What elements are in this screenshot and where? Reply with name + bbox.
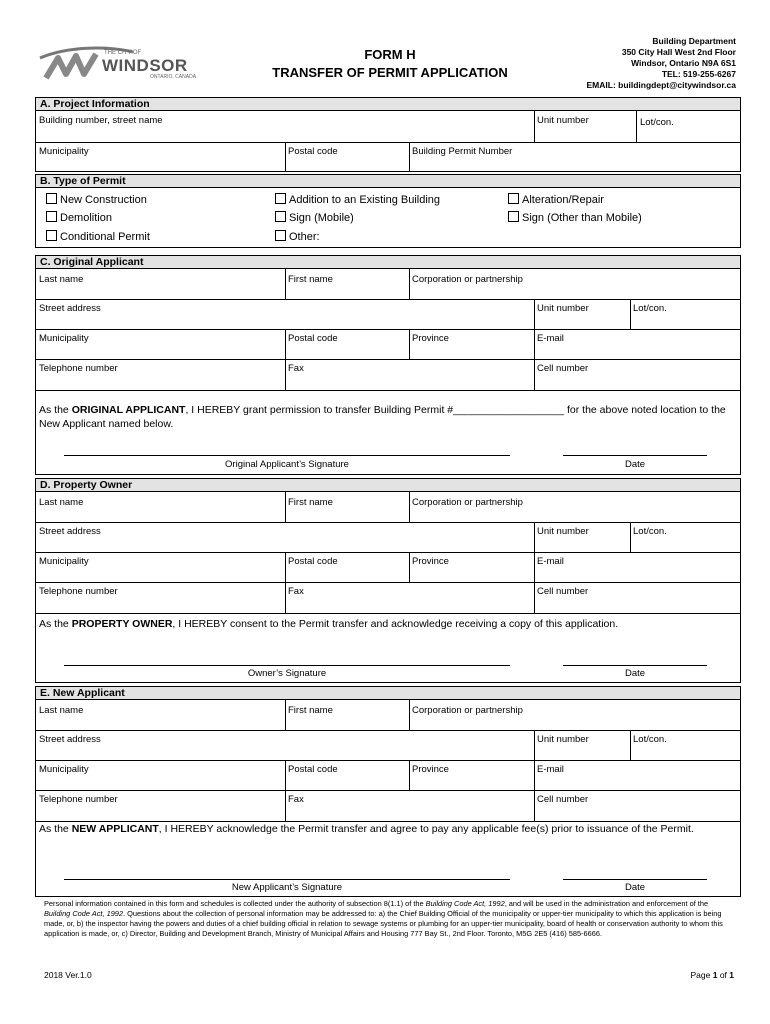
postal-field[interactable]: Postal code	[288, 556, 338, 567]
section-b-heading: B. Type of Permit	[35, 174, 741, 188]
unit-field[interactable]: Unit number	[537, 303, 589, 314]
fax-field[interactable]: Fax	[288, 363, 304, 374]
email-field[interactable]: E-mail	[537, 556, 564, 567]
email-field[interactable]: E-mail	[537, 764, 564, 775]
corporation-field[interactable]: Corporation or partnership	[412, 274, 523, 285]
dept-line: TEL: 519-255-6267	[661, 69, 736, 79]
signature-line[interactable]	[64, 879, 510, 880]
cell-field[interactable]: Cell number	[537, 794, 589, 805]
department-address	[587, 36, 737, 91]
unit-field[interactable]: Unit number	[537, 734, 589, 745]
postal-field[interactable]: Postal code	[288, 333, 338, 344]
corporation-field[interactable]: Corporation or partnership	[412, 497, 523, 508]
privacy-notice: Personal information contained in this form and schedules is collected under the authority of subsection 8(1.1) of the Building Code Act, 1992, and will be used in the administration and enforcement of the Building Code Act, 1992. Questions about the collection of personal information may be addressed to: a) the Chief Building Official of the municipality or upper-tier municipality to which this application is being made, or, b) the inspector having the powers and duties of a chief building official in relation to sewage systems or plumbing for an upper-tier municipality, board of health or conservation authority to whom this application is made, or, c) Director, Building and Development Branch, Ministry of Municipal Affairs and Housing 777 Bay St., 2nd Floor. Toronto, M5G 2E5 (416) 585-6666.	[44, 899, 723, 938]
first-name-field[interactable]: First name	[288, 274, 333, 285]
telephone-field[interactable]: Telephone number	[39, 586, 118, 597]
first-name-field[interactable]: First name	[288, 705, 333, 716]
checkbox-sign-mobile[interactable]: Sign (Mobile)	[275, 211, 354, 225]
last-name-field[interactable]: Last name	[39, 274, 84, 285]
project-info-box	[35, 110, 741, 172]
last-name-field[interactable]: Last name	[39, 497, 84, 508]
province-field[interactable]: Province	[412, 764, 449, 775]
lot-field[interactable]: Lot/con.	[633, 303, 667, 314]
cell-field[interactable]: Cell number	[537, 363, 589, 374]
checkbox-new-construction[interactable]: New Construction	[46, 193, 147, 207]
fax-field[interactable]: Fax	[288, 586, 304, 597]
section-e-heading: E. New Applicant	[35, 686, 741, 700]
dept-line: Windsor, Ontario N9A 6S1	[631, 58, 736, 68]
corporation-field[interactable]: Corporation or partnership	[412, 705, 523, 716]
building-field[interactable]: Building number, street name	[39, 115, 163, 126]
municipality-field[interactable]: Municipality	[39, 146, 89, 157]
original-applicant-statement: As the ORIGINAL APPLICANT, I HEREBY grant permission to transfer Building Permit #___________________ for the above noted location to the New Applicant named below.	[39, 404, 726, 430]
lot-field[interactable]: Lot/con.	[640, 117, 674, 128]
date-label: Date	[624, 459, 646, 470]
section-d-heading: D. Property Owner	[35, 478, 741, 492]
signature-label: New Applicant’s Signature	[231, 882, 343, 893]
email-field[interactable]: E-mail	[537, 333, 564, 344]
province-field[interactable]: Province	[412, 333, 449, 344]
section-c-heading: C. Original Applicant	[35, 255, 741, 269]
form-title: TRANSFER OF PERMIT APPLICATION	[272, 65, 508, 80]
signature-line[interactable]	[64, 455, 510, 456]
city-logo	[38, 44, 208, 82]
telephone-field[interactable]: Telephone number	[39, 794, 118, 805]
street-address-field[interactable]: Street address	[39, 734, 101, 745]
lot-field[interactable]: Lot/con.	[633, 526, 667, 537]
new-applicant-box	[35, 699, 741, 897]
page-number: Page 1 of 1	[690, 970, 734, 980]
logo-sub-text: ONTARIO, CANADA	[150, 74, 197, 80]
checkbox-other[interactable]: Other:	[275, 230, 320, 244]
permit-number-field[interactable]: Building Permit Number	[412, 146, 513, 157]
permit-type-box	[35, 188, 741, 248]
original-applicant-box	[35, 268, 741, 475]
checkbox-addition[interactable]: Addition to an Existing Building	[275, 193, 440, 207]
signature-label: Original Applicant’s Signature	[225, 459, 349, 470]
telephone-field[interactable]: Telephone number	[39, 363, 118, 374]
logo-main-text: WINDSOR	[102, 56, 188, 75]
unit-field[interactable]: Unit number	[537, 115, 589, 126]
unit-field[interactable]: Unit number	[537, 526, 589, 537]
last-name-field[interactable]: Last name	[39, 705, 84, 716]
postal-field[interactable]: Postal code	[288, 146, 338, 157]
version-label: 2018 Ver.1.0	[44, 970, 92, 980]
checkbox-demolition[interactable]: Demolition	[46, 211, 112, 225]
fax-field[interactable]: Fax	[288, 794, 304, 805]
province-field[interactable]: Province	[412, 556, 449, 567]
property-owner-box	[35, 491, 741, 683]
property-owner-statement: As the PROPERTY OWNER, I HEREBY consent to the Permit transfer and acknowledge receiving a copy of this application.	[39, 618, 619, 630]
signature-label: Owner’s Signature	[247, 668, 327, 679]
street-address-field[interactable]: Street address	[39, 303, 101, 314]
date-label: Date	[624, 882, 646, 893]
dept-line: Building Department	[652, 36, 736, 46]
form-code: FORM H	[364, 47, 416, 62]
first-name-field[interactable]: First name	[288, 497, 333, 508]
dept-line: EMAIL: buildingdept@citywindsor.ca	[586, 80, 736, 90]
postal-field[interactable]: Postal code	[288, 764, 338, 775]
municipality-field[interactable]: Municipality	[39, 556, 89, 567]
logo-top-text: THE CITY OF	[104, 50, 142, 56]
municipality-field[interactable]: Municipality	[39, 333, 89, 344]
date-line[interactable]	[563, 879, 707, 880]
street-address-field[interactable]: Street address	[39, 526, 101, 537]
checkbox-alteration[interactable]: Alteration/Repair	[508, 193, 604, 207]
lot-field[interactable]: Lot/con.	[633, 734, 667, 745]
date-line[interactable]	[563, 665, 707, 666]
signature-line[interactable]	[64, 665, 510, 666]
section-a-heading: A. Project Information	[35, 97, 741, 111]
new-applicant-statement: As the NEW APPLICANT, I HEREBY acknowledge the Permit transfer and agree to pay any applicable fee(s) prior to issuance of the Permit.	[39, 823, 694, 835]
cell-field[interactable]: Cell number	[537, 586, 589, 597]
date-label: Date	[624, 668, 646, 679]
municipality-field[interactable]: Municipality	[39, 764, 89, 775]
checkbox-sign-other[interactable]: Sign (Other than Mobile)	[508, 211, 642, 225]
dept-line: 350 City Hall West 2nd Floor	[621, 47, 736, 57]
date-line[interactable]	[563, 455, 707, 456]
checkbox-conditional-permit[interactable]: Conditional Permit	[46, 230, 150, 244]
